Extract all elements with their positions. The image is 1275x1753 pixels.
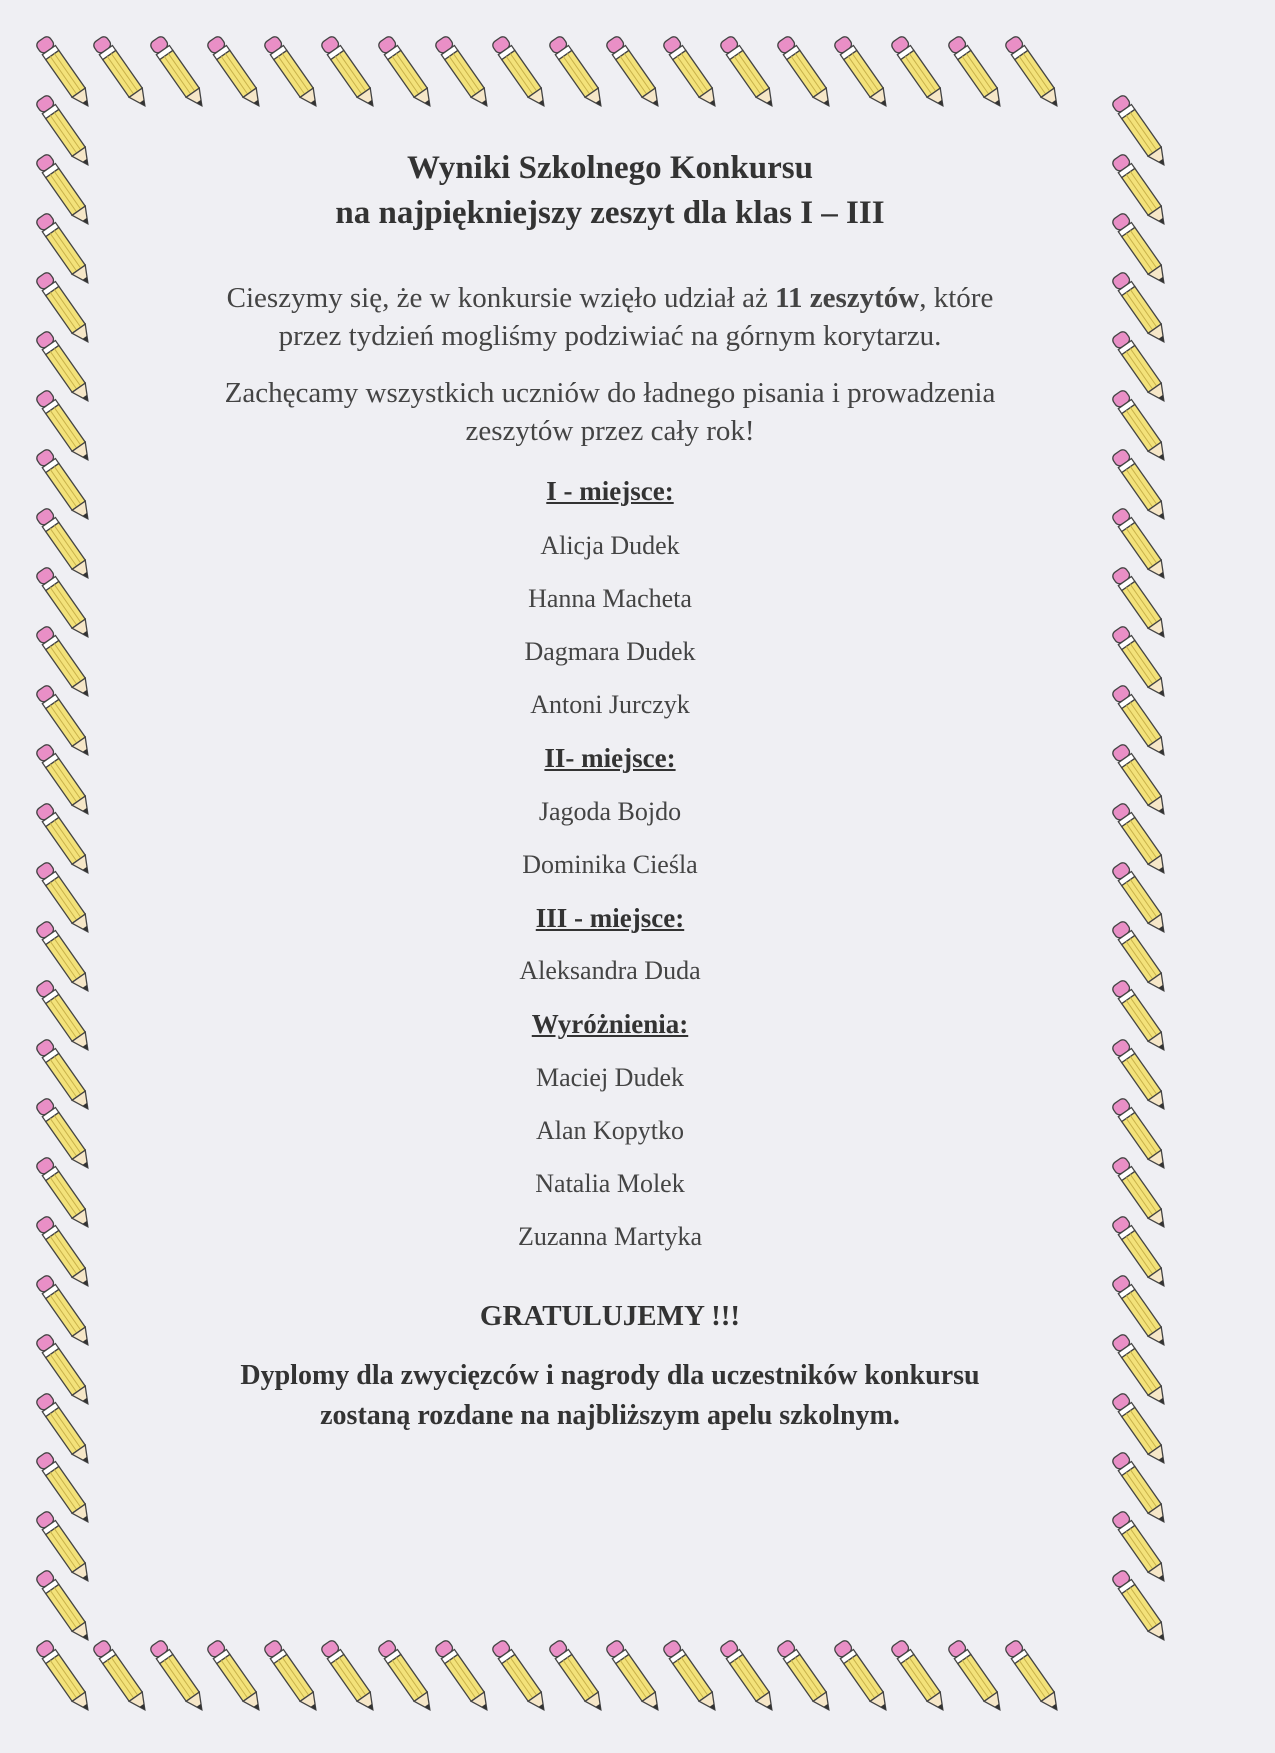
title-line-2: na najpiękniejszy zeszyt dla klas I – III <box>335 195 885 231</box>
title-line-1: Wyniki Szkolnego Konkursu <box>407 150 813 186</box>
congratulations-text: GRATULUJEMY !!! <box>479 1300 741 1332</box>
closing-line-2: zostaną rozdane na najbliższym apelu szkolnym. <box>320 1400 900 1431</box>
intro-count-highlight: 11 zeszytów <box>775 282 920 314</box>
intro-text-after: , które <box>919 282 994 314</box>
second-place-name: Dominika Cieśla <box>522 850 698 879</box>
honors-name: Alan Kopytko <box>535 1116 685 1145</box>
third-place-name: Aleksandra Duda <box>519 956 701 985</box>
intro-paragraph-2-line-1: Zachęcamy wszystkich uczniów do ładnego pisania i prowadzenia <box>224 377 996 409</box>
first-place-name: Antoni Jurczyk <box>530 690 690 719</box>
second-place-heading: II- miejsce: <box>544 743 676 773</box>
first-place-name: Hanna Macheta <box>528 584 692 613</box>
honors-heading: Wyróżnienia: <box>531 1009 689 1039</box>
intro-paragraph-1-line-2: przez tydzień mogliśmy podziwiać na górnym korytarzu. <box>278 320 942 352</box>
honors-name: Zuzanna Martyka <box>517 1222 703 1251</box>
honors-name: Natalia Molek <box>535 1169 685 1198</box>
intro-paragraph-2-line-2: zeszytów przez cały rok! <box>465 415 755 447</box>
first-place-heading: I - miejsce: <box>546 476 674 506</box>
intro-paragraph-1-line-1 <box>0 282 1220 315</box>
intro-text-before: Cieszymy się, że w konkursie wzięło udział aż <box>226 282 776 314</box>
first-place-name: Dagmara Dudek <box>524 637 696 666</box>
third-place-heading: III - miejsce: <box>535 903 685 933</box>
second-place-name: Jagoda Bojdo <box>538 797 682 826</box>
honors-name: Maciej Dudek <box>535 1063 684 1092</box>
first-place-name: Alicja Dudek <box>540 531 680 560</box>
closing-line-1: Dyplomy dla zwycięzców i nagrody dla uczestników konkursu <box>240 1360 980 1391</box>
